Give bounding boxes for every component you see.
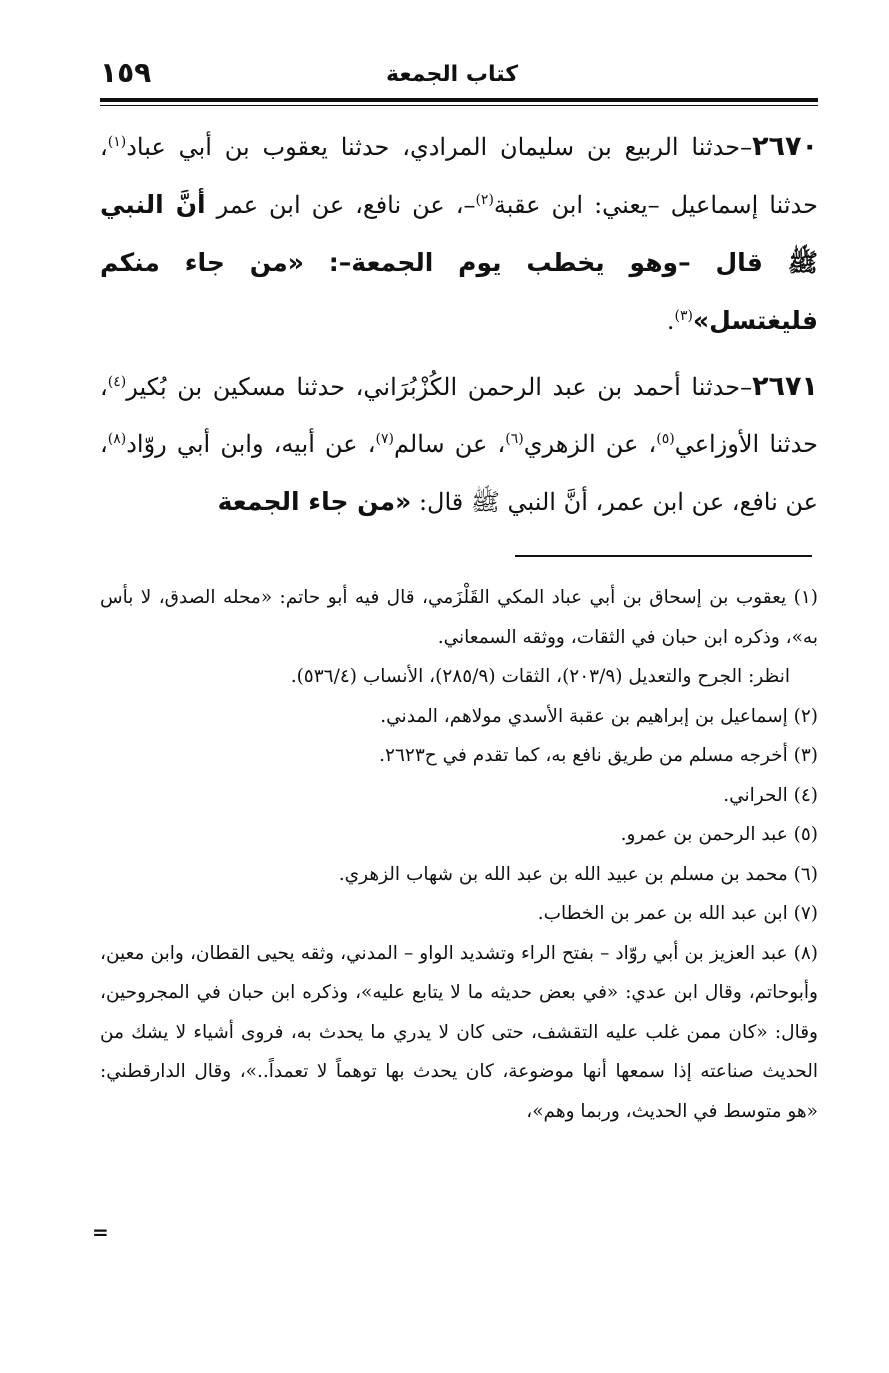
header-rule-thick (100, 98, 818, 102)
isnad-text: ، حدثنا الأوزاعي (100, 373, 819, 458)
footnote-4: (٤) الحراني. (723, 784, 818, 806)
footnote-1: (١) يعقوب بن إسحاق بن أبي عباد المكي القَلْزَمي، قال فيه أبو حاتم: «محله الصدق، لا بأس به»، وذكره ابن حبان في الثقات، ووثقه السمعاني. (100, 587, 818, 648)
footnote-ref: (٣) (674, 308, 693, 324)
footnote-ref: (٧) (375, 431, 394, 447)
footnote-ref: (٦) (505, 431, 524, 447)
isnad-text: ، عن نافع، عن ابن عمر، أنَّ النبي ﷺ قال: (100, 430, 818, 516)
main-text (100, 118, 818, 531)
isnad-text: ، عن سالم (393, 430, 506, 458)
footnote-ref: (١) (107, 134, 127, 150)
hadith-2671 (100, 358, 818, 531)
chapter-title: كتاب الجمعة (386, 62, 518, 87)
footnote-2: (٢) إسماعيل بن إبراهيم بن عقبة الأسدي مولاهم، المدني. (380, 705, 818, 727)
footnote-1-sources: انظر: الجرح والتعديل (٢٠٣/٩)، الثقات (٢٨٥/٩)، الأنساب (٥٣٦/٤). (290, 666, 790, 687)
matn-text: أنَّ النبي ﷺ قال –وهو يخطب يوم الجمعة–: «من جاء منكم فليغتسل» (100, 190, 818, 335)
matn-text: «من جاء الجمعة (217, 487, 412, 516)
hadith-2670 (100, 118, 818, 350)
footnote-7: (٧) ابن عبد الله بن عمر بن الخطاب. (537, 903, 818, 924)
isnad-text: –حدثنا الربيع بن سليمان المرادي، حدثنا يعقوب بن أبي عباد (126, 133, 753, 161)
continuation-mark: = (92, 1220, 109, 1244)
isnad-text: . (666, 307, 675, 335)
footnotes (100, 578, 818, 1131)
header-rule-thin (100, 105, 818, 106)
footnote-ref: (٨) (107, 431, 127, 447)
footnote-ref: (٢) (475, 192, 494, 208)
isnad-text: ، حدثنا إسماعيل –يعني: ابن عقبة (100, 133, 818, 219)
hadith-number: ٢٦٧٠ (752, 131, 818, 162)
isnad-text: ، عن أبيه، وابن أبي روّاد (126, 430, 376, 458)
footnote-3: (٣) أخرجه مسلم من طريق نافع به، كما تقدم في ح٢٦٢٣. (379, 745, 818, 766)
page-header (100, 56, 818, 96)
footnote-ref: (٥) (656, 431, 675, 447)
footnote-6: (٦) محمد بن مسلم بن عبيد الله بن عبد الله بن شهاب الزهري. (338, 863, 818, 885)
isnad-text: ، عن الزهري (523, 430, 657, 458)
page-number: ١٥٩ (100, 56, 152, 89)
footnote-ref: (٤) (107, 374, 127, 390)
footnote-8: (٨) عبد العزيز بن أبي روّاد – بفتح الراء وتشديد الواو – المدني، وثقه يحيى القطان، وابن معين، وأبوحاتم، وقال ابن عدي: «في بعض حديثه ما لا يتابع عليه»، وذكره ابن حبان في المجروحين، وقال: «كان ممن غلب عليه التقشف، حتى كان لا يدري ما يحدث به، فروى أشياء لا يشك من الحديث صناعته إذا سمعها أنها موضوعة، كان يحدث بها توهماً لا تعمداً..»، وقال الدارقطني: «هو متوسط في الحديث، وربما وهم»، (100, 942, 818, 1122)
isnad-text: –، عن نافع، عن ابن عمر (205, 191, 476, 219)
isnad-text: –حدثنا أحمد بن عبد الرحمن الكُزْبُرَاني، حدثنا مسكين بن بُكير (126, 373, 753, 401)
footnote-5: (٥) عبد الرحمن بن عمرو. (620, 824, 818, 845)
footnote-separator (515, 555, 812, 557)
hadith-number: ٢٦٧١ (752, 371, 818, 402)
